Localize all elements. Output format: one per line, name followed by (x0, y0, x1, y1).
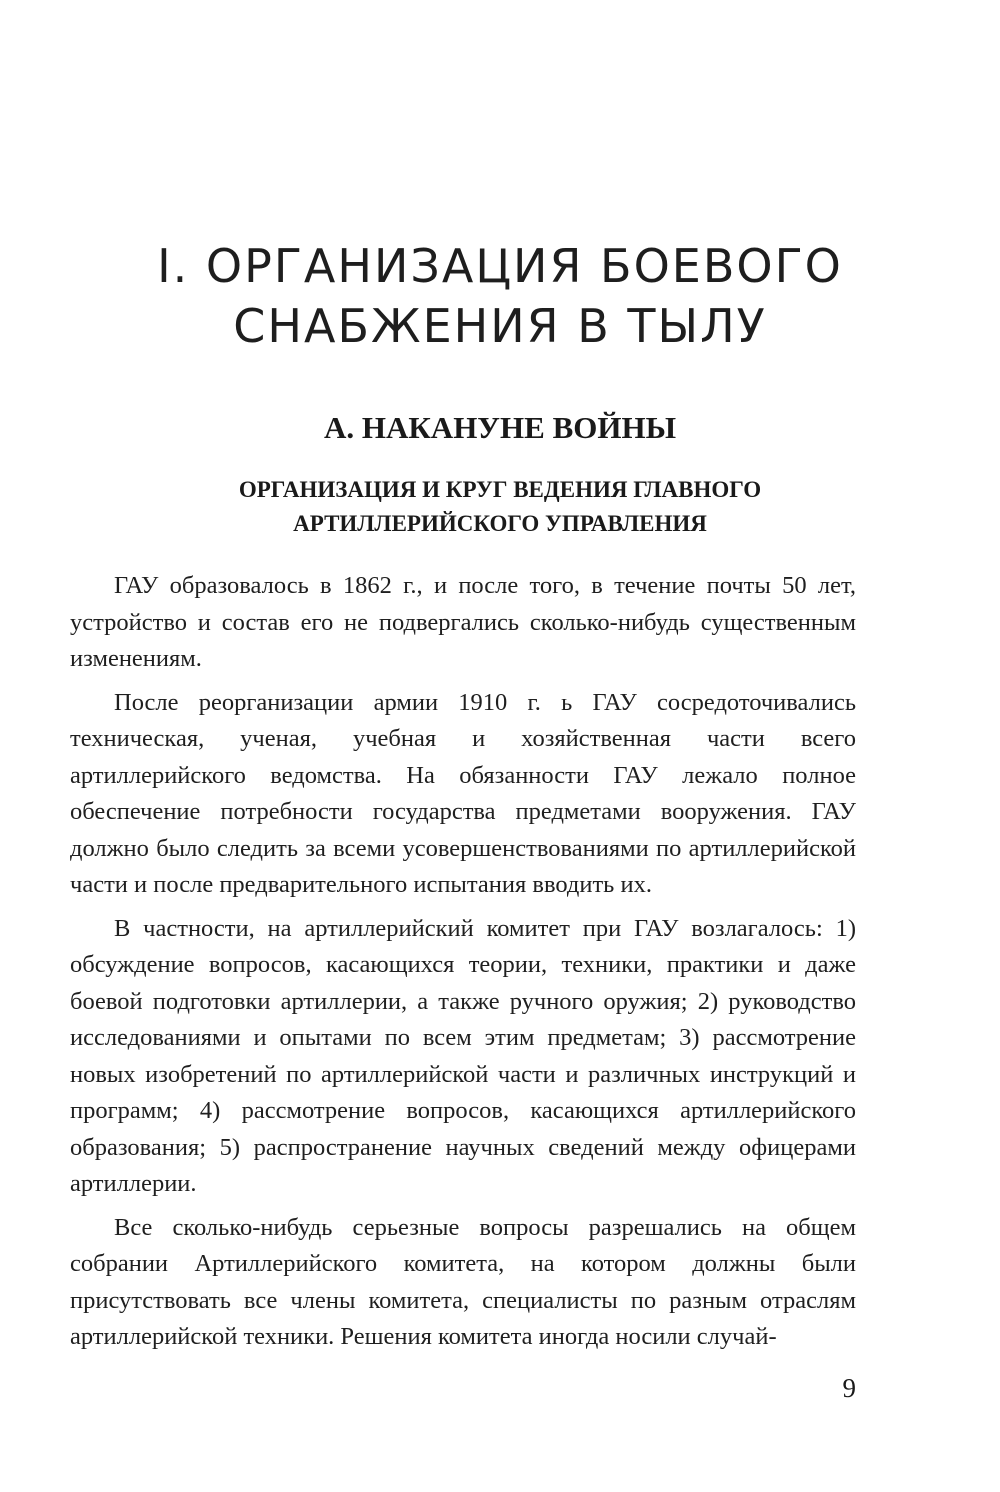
paragraph-1: ГАУ образовалось в 1862 г., и после того, в течение почты 50 лет, устройство и состав его не подвергались сколько-нибудь существенным изменениям. (70, 572, 856, 672)
subsection-title-line-1: ОРГАНИЗАЦИЯ И КРУГ ВЕДЕНИЯ ГЛАВНОГО (238, 477, 762, 502)
subsection-title (100, 473, 900, 541)
paragraph-2: После реорганизации армии 1910 г. ь ГАУ сосредоточивались техническая, ученая, учебная и хозяйственная части всего артиллерийского ведомства. На обязанности ГАУ лежало полное обеспечение потребности государства предметами вооружения. ГАУ должно было следить за всеми усовершенствованиями по артиллерийской части и после предварительного испытания вводить их. (70, 688, 856, 898)
chapter-title-line-1: I. ОРГАНИЗАЦИЯ БОЕВОГО (157, 239, 843, 293)
subsection-title-line-2: АРТИЛЛЕРИЙСКОГО УПРАВЛЕНИЯ (293, 511, 707, 536)
body-text (70, 568, 856, 1356)
paragraph-4: Все сколько-нибудь серьезные вопросы разрешались на общем собрании Артиллерийского комитета, на котором должны были присутствовать все члены комитета, специалисты по разным отраслям артиллерийской техники. Решения комитета иногда носили случай- (70, 1213, 856, 1350)
chapter-title (100, 236, 900, 356)
section-title: А. НАКАНУНЕ ВОЙНЫ (323, 410, 677, 445)
paragraph-3: В частности, на артиллерийский комитет при ГАУ возлагалось: 1) обсуждение вопросов, касающихся теории, техники, практики и даже боевой подготовки артиллерии, а также ручного оружия; 2) руководство исследованиями и опытами по всем этим предметам; 3) рассмотрение новых изобретений по артиллерийской части и различных инструкций и программ; 4) рассмотрение вопросов, касающихся артиллерийского образования; 5) распространение научных сведений между офицерами артиллерии. (70, 914, 856, 1197)
page-number: 9 (842, 1373, 856, 1403)
chapter-title-line-2: СНАБЖЕНИЯ В ТЫЛУ (233, 299, 767, 353)
